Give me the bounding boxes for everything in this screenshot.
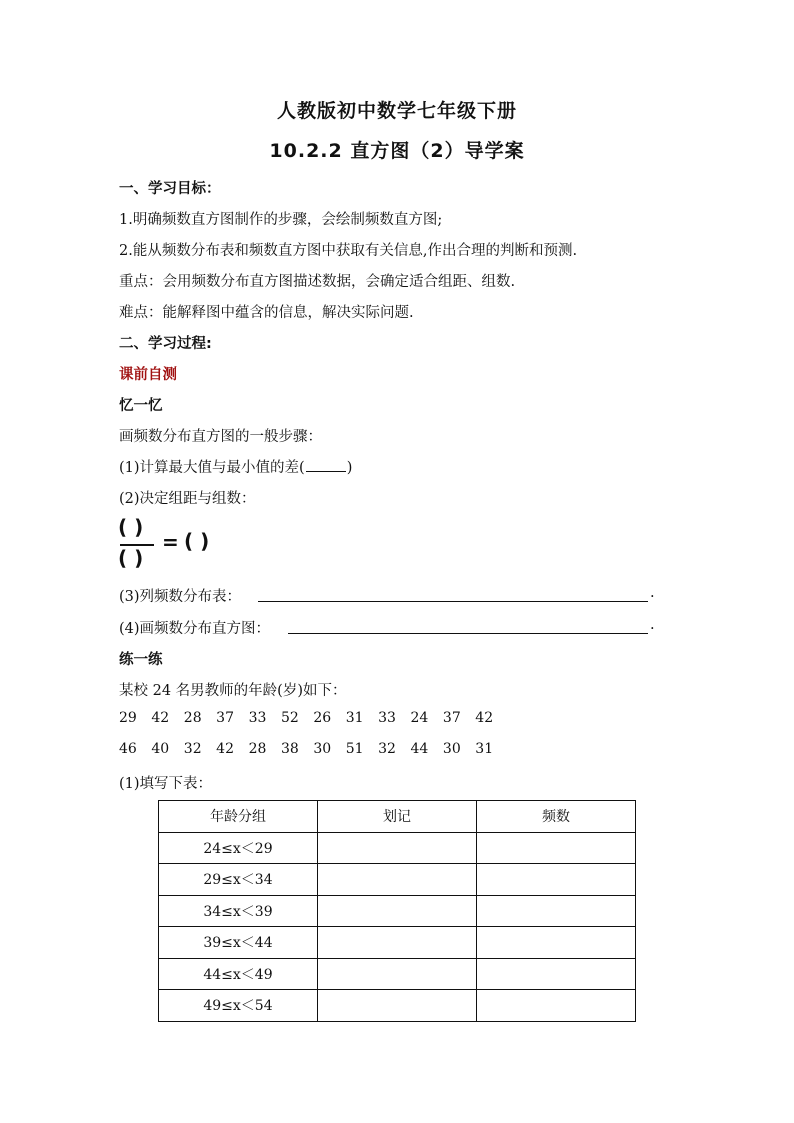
age-value: 32: [378, 741, 396, 757]
age-value: 24: [410, 710, 429, 726]
age-value: 38: [280, 741, 299, 757]
step-4-period: .: [650, 617, 655, 633]
frequency-cell[interactable]: [477, 832, 636, 864]
table-row: [159, 832, 636, 864]
age-value: 30: [313, 741, 332, 757]
objective-2: 2.能从频数分布表和频数直方图中获取有关信息,作出合理的判断和预测.: [119, 243, 578, 259]
age-value: 40: [151, 741, 170, 757]
frequency-cell[interactable]: [477, 895, 636, 927]
ages-row-2: [119, 741, 508, 757]
age-value: 44: [410, 741, 429, 757]
step-3-period: .: [650, 585, 655, 601]
age-group-cell: 39≤x＜44: [159, 927, 318, 959]
fraction-equals: =: [162, 530, 179, 554]
age-value: 42: [216, 741, 234, 757]
table-row: [159, 927, 636, 959]
tally-cell[interactable]: [318, 958, 477, 990]
fraction-numerator[interactable]: ( ): [118, 515, 144, 539]
steps-intro: 画频数分布直方图的一般步骤：: [119, 429, 322, 445]
step-4-answer-line[interactable]: [288, 633, 648, 634]
tally-cell[interactable]: [318, 927, 477, 959]
age-value: 51: [345, 741, 364, 757]
age-group-cell: 29≤x＜34: [159, 864, 318, 896]
age-value: 32: [183, 741, 202, 757]
age-value: 26: [313, 710, 332, 726]
age-value: 31: [345, 710, 364, 726]
age-group-cell: 44≤x＜49: [159, 958, 318, 990]
practice-label: 练一练: [119, 652, 163, 668]
age-value: 42: [475, 710, 494, 726]
key-point: 重点：会用频数分布直方图描述数据，会确定适合组距、组数.: [119, 274, 516, 290]
step-1: [119, 456, 352, 477]
table-row: [159, 864, 636, 896]
tally-cell[interactable]: [318, 832, 477, 864]
frequency-table: [158, 800, 636, 1022]
age-value: 46: [119, 741, 137, 757]
age-value: 37: [442, 710, 461, 726]
fraction-denominator[interactable]: ( ): [118, 546, 144, 570]
age-value: 37: [216, 710, 234, 726]
step-1-blank[interactable]: [306, 459, 346, 472]
tally-cell[interactable]: [318, 990, 477, 1022]
age-value: 33: [378, 710, 396, 726]
age-value: 28: [183, 710, 202, 726]
table-row: [159, 895, 636, 927]
tally-cell[interactable]: [318, 895, 477, 927]
recall-label: 忆一忆: [119, 398, 163, 414]
header-frequency: 频数: [477, 801, 636, 833]
objective-1: 1.明确频数直方图制作的步骤，会绘制频数直方图;: [119, 212, 443, 228]
step-3-answer-line[interactable]: [258, 601, 648, 602]
age-value: 29: [119, 710, 137, 726]
step-4: (4)画频数分布直方图：: [119, 621, 271, 637]
ages-row-1: [119, 710, 508, 726]
age-group-cell: 49≤x＜54: [159, 990, 318, 1022]
frequency-cell[interactable]: [477, 864, 636, 896]
table-row: [159, 990, 636, 1022]
age-group-cell: 34≤x＜39: [159, 895, 318, 927]
age-value: 31: [475, 741, 494, 757]
header-tally: 划记: [318, 801, 477, 833]
table-header-row: [159, 801, 636, 833]
document-title: 人教版初中数学七年级下册: [276, 100, 517, 122]
section2-heading: 二、学习过程:: [119, 336, 212, 352]
frequency-cell[interactable]: [477, 990, 636, 1022]
frequency-cell[interactable]: [477, 927, 636, 959]
tally-cell[interactable]: [318, 864, 477, 896]
group-count-fraction: [118, 515, 228, 575]
step-1-prefix: (1)计算最大值与最小值的差(: [119, 460, 305, 476]
frequency-cell[interactable]: [477, 958, 636, 990]
step-3: (3)列频数分布表：: [119, 589, 242, 605]
problem-intro: 某校 24 名男教师的年龄(岁)如下：: [119, 683, 347, 699]
step-2: (2)决定组距与组数：: [119, 491, 256, 507]
age-value: 30: [442, 741, 461, 757]
age-value: 33: [248, 710, 267, 726]
section1-heading: 一、学习目标：: [119, 181, 221, 197]
document-subtitle: 10.2.2 直方图（2）导学案: [269, 140, 525, 162]
age-group-cell: 24≤x＜29: [159, 832, 318, 864]
header-age-group: 年龄分组: [159, 801, 318, 833]
difficulty-point: 难点：能解释图中蕴含的信息，解决实际问题.: [119, 305, 414, 321]
pre-class-label: 课前自测: [119, 367, 177, 383]
task-1: (1)填写下表：: [119, 776, 213, 792]
step-1-suffix: ): [346, 460, 353, 476]
table-row: [159, 958, 636, 990]
age-value: 28: [248, 741, 267, 757]
age-value: 42: [151, 710, 170, 726]
fraction-result[interactable]: ( ): [184, 529, 210, 553]
age-value: 52: [280, 710, 299, 726]
